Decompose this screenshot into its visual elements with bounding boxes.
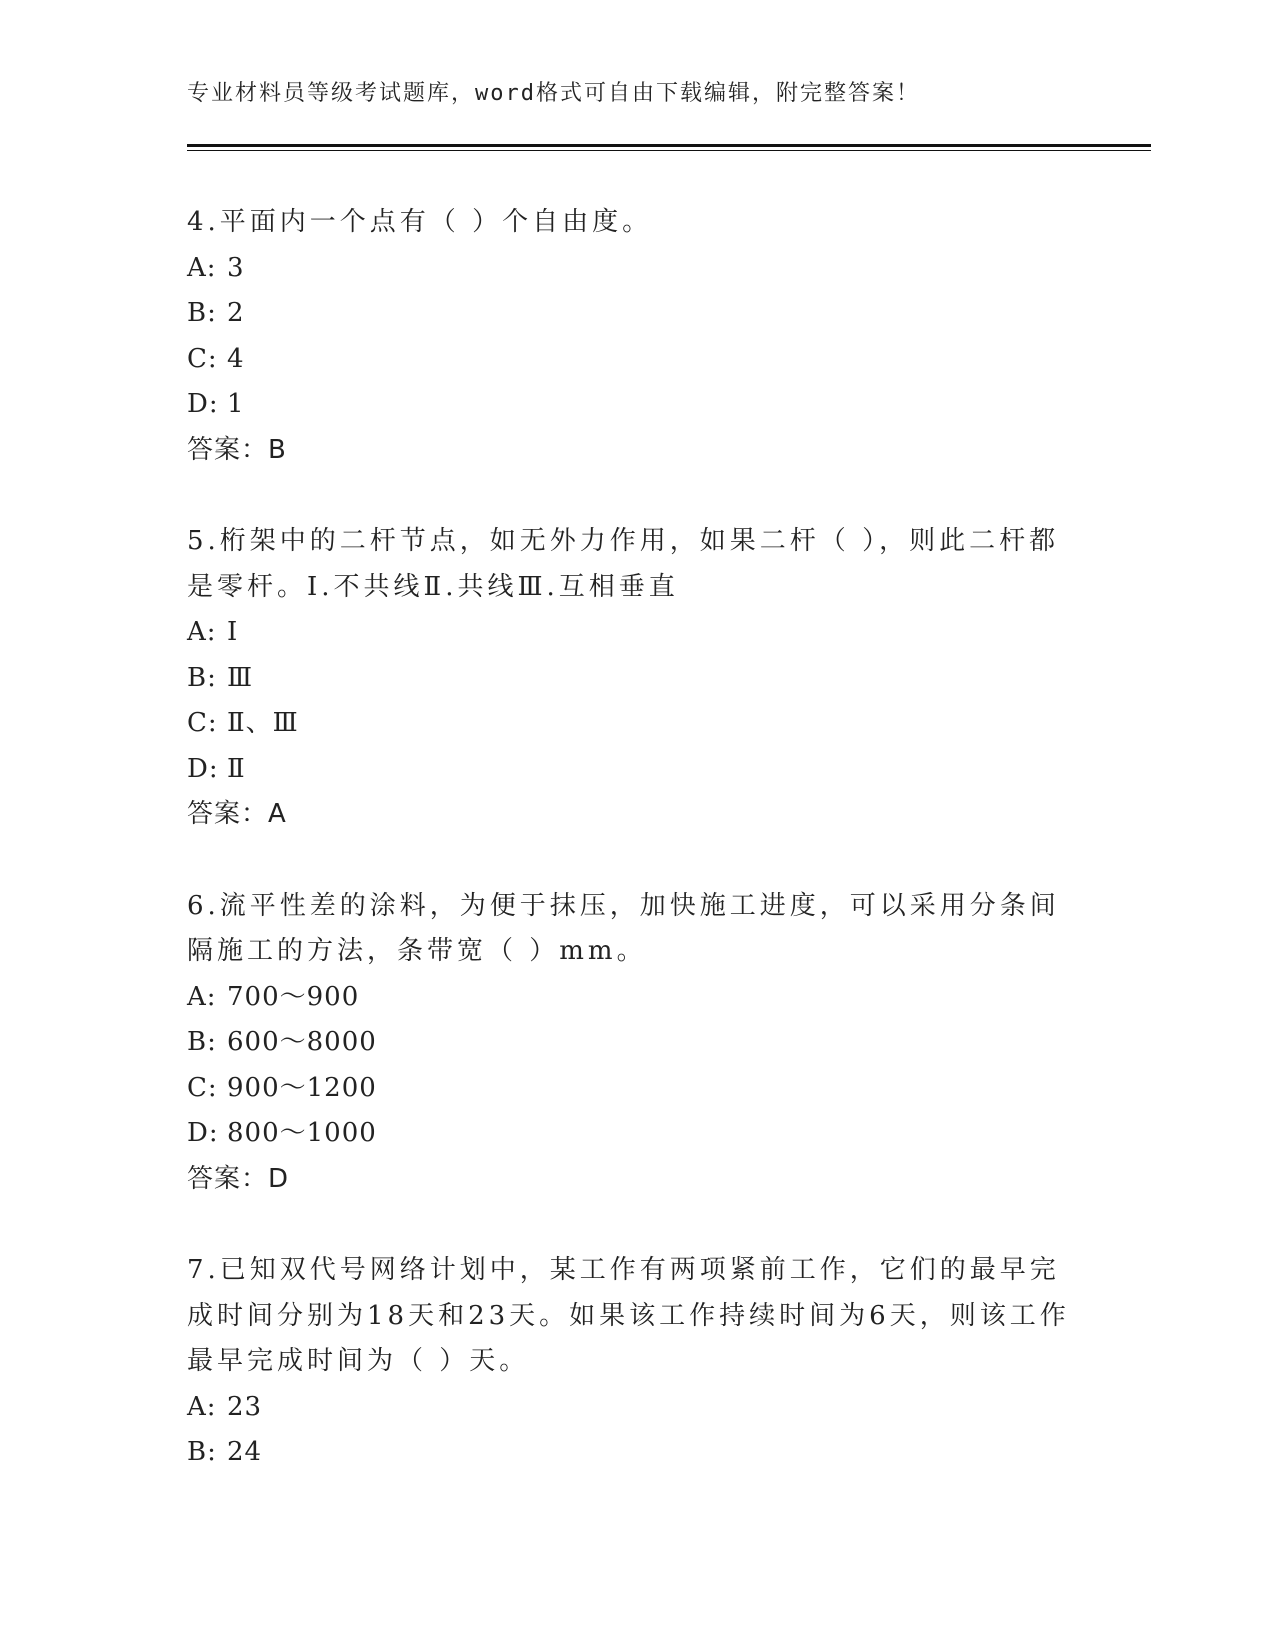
- header-rule-thick: [187, 144, 1151, 147]
- question-text: 5.桁架中的二杆节点，如无外力作用，如果二杆（ ），则此二杆都是零杆。I.不共线Ⅱ.共线Ⅲ.互相垂直: [187, 526, 1060, 602]
- header-text: 专业材料员等级考试题库，word格式可自由下载编辑，附完整答案！: [187, 81, 920, 106]
- option-letter: A:: [187, 981, 217, 1012]
- option-d: [187, 382, 1087, 428]
- option-c: [187, 1066, 1087, 1112]
- option-letter: C:: [187, 1072, 218, 1103]
- option-letter: B:: [187, 662, 217, 693]
- option-c: [187, 337, 1087, 383]
- option-letter: B:: [187, 1437, 217, 1467]
- option-value: 1: [227, 389, 245, 419]
- option-value: 24: [227, 1437, 263, 1467]
- question-5: [187, 519, 1087, 838]
- option-letter: D:: [187, 389, 219, 419]
- option-value: 23: [227, 1391, 263, 1422]
- option-letter: A:: [187, 1391, 217, 1422]
- option-c: [187, 701, 1087, 747]
- option-letter: A:: [187, 617, 217, 647]
- question-7: [187, 1248, 1087, 1476]
- option-letter: A:: [187, 252, 217, 283]
- option-letter: C:: [187, 708, 218, 738]
- option-letter: D:: [187, 1118, 219, 1148]
- option-value: 2: [227, 298, 245, 328]
- answer-text: 答案：A: [187, 799, 287, 829]
- option-value: Ⅱ、Ⅲ: [227, 708, 299, 738]
- question-6: [187, 884, 1087, 1203]
- option-d: [187, 747, 1087, 793]
- option-letter: C:: [187, 343, 218, 374]
- header-rule-thin: [187, 150, 1151, 151]
- option-letter: B:: [187, 298, 217, 328]
- option-value: 4: [227, 343, 245, 374]
- option-b: [187, 1430, 1087, 1476]
- answer-text: 答案：B: [187, 434, 287, 465]
- option-value: Ⅱ: [227, 753, 246, 784]
- option-value: Ⅲ: [227, 662, 254, 693]
- question-text: 4.平面内一个点有（ ）个自由度。: [187, 207, 653, 237]
- option-value: 3: [227, 252, 245, 283]
- question-text: 6.流平性差的涂料，为便于抹压，加快施工进度，可以采用分条间隔施工的方法，条带宽（ ）mm。: [187, 890, 1060, 966]
- option-b: [187, 291, 1087, 337]
- option-b: [187, 656, 1087, 702]
- option-d: [187, 1111, 1087, 1157]
- option-a: [187, 610, 1087, 656]
- option-letter: B:: [187, 1027, 217, 1057]
- option-value: Ⅰ: [227, 617, 239, 647]
- option-a: [187, 246, 1087, 292]
- question-text: 7.已知双代号网络计划中，某工作有两项紧前工作，它们的最早完成时间分别为18天和23天。如果该工作持续时间为6天，则该工作最早完成时间为（ ）天。: [187, 1255, 1070, 1376]
- question-list: [187, 200, 1087, 1522]
- answer-text: 答案：D: [187, 1163, 290, 1194]
- option-b: [187, 1020, 1087, 1066]
- option-value: 900～1200: [227, 1072, 377, 1103]
- option-value: 600～8000: [227, 1027, 377, 1057]
- option-a: [187, 1385, 1087, 1431]
- option-a: [187, 975, 1087, 1021]
- option-value: 700～900: [227, 981, 360, 1012]
- option-value: 800～1000: [227, 1118, 377, 1148]
- option-letter: D:: [187, 753, 219, 784]
- question-4: [187, 200, 1087, 473]
